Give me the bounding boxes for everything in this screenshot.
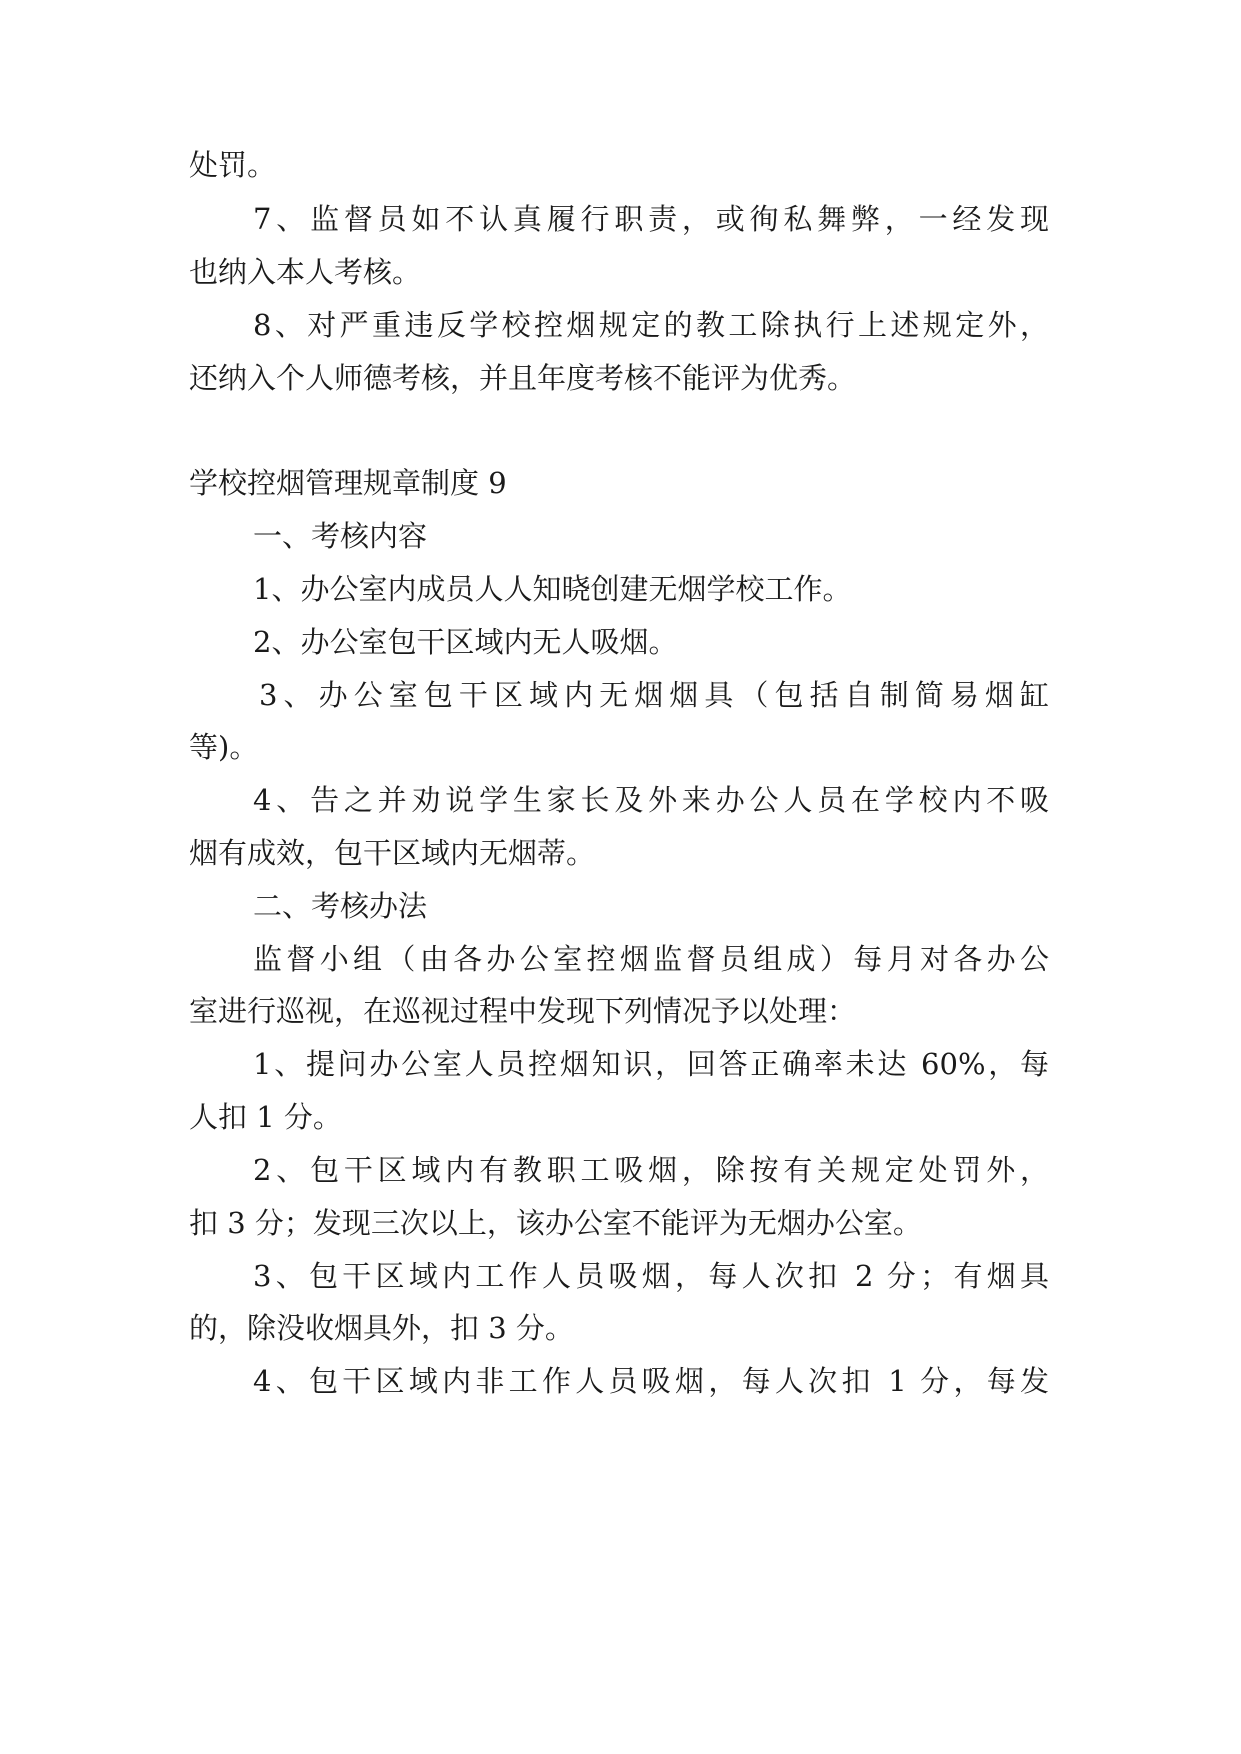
- text-line: 2、包干区域内有教职工吸烟，除按有关规定处罚外，: [253, 1153, 1049, 1187]
- text-line: 等)。: [189, 730, 259, 764]
- section-heading: 二、考核办法: [253, 889, 428, 923]
- text-line: 扣 3 分；发现三次以上，该办公室不能评为无烟办公室。: [189, 1206, 922, 1240]
- text-line: 的，除没收烟具外，扣 3 分。: [189, 1311, 574, 1345]
- text-line: 7、监督员如不认真履行职责，或徇私舞弊，一经发现: [253, 202, 1049, 236]
- text-line: 人扣 1 分。: [189, 1100, 342, 1134]
- text-line: 处罚。: [189, 148, 277, 182]
- text-line: 还纳入个人师德考核，并且年度考核不能评为优秀。: [189, 361, 857, 395]
- section-title: 学校控烟管理规章制度 9: [189, 466, 507, 500]
- text-line: 4、告之并劝说学生家长及外来办公人员在学校内不吸: [253, 783, 1049, 817]
- section-heading: 一、考核内容: [253, 519, 428, 553]
- text-line: 2、办公室包干区域内无人吸烟。: [253, 625, 678, 659]
- text-line: 室进行巡视，在巡视过程中发现下列情况予以处理：: [189, 994, 857, 1028]
- text-line: 也纳入本人考核。: [189, 255, 422, 289]
- text-line: 监督小组（由各办公室控烟监督员组成）每月对各办公: [253, 942, 1049, 976]
- text-line: 烟有成效，包干区域内无烟蒂。: [189, 836, 596, 870]
- text-line: 3、包干区域内工作人员吸烟，每人次扣 2 分；有烟具: [253, 1259, 1049, 1293]
- text-line: 8、对严重违反学校控烟规定的教工除执行上述规定外，: [253, 308, 1049, 342]
- text-line: 3、办公室包干区域内无烟烟具（包括自制简易烟缸: [259, 678, 1049, 712]
- text-line: 1、办公室内成员人人知晓创建无烟学校工作。: [253, 572, 852, 606]
- text-line: 4、包干区域内非工作人员吸烟，每人次扣 1 分，每发: [253, 1364, 1049, 1398]
- text-line: 1、提问办公室人员控烟知识，回答正确率未达 60%，每: [253, 1047, 1049, 1081]
